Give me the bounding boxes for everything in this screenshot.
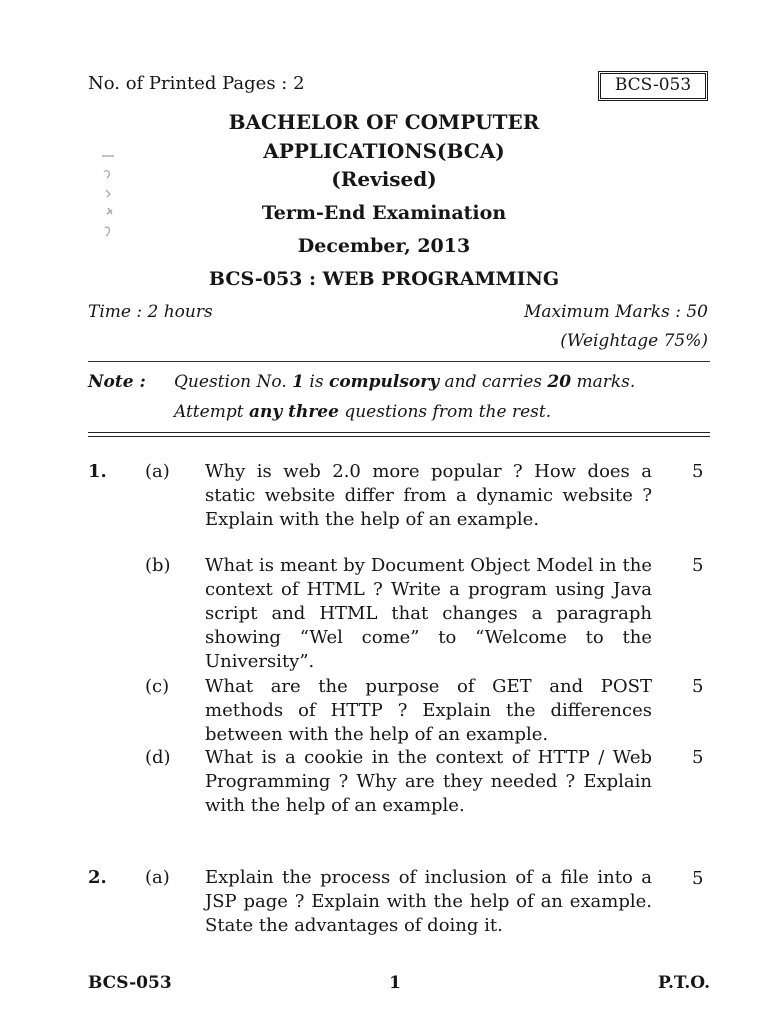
sub-question-label: (b) — [145, 555, 171, 576]
note-line-2: Attempt any three questions from the rest. — [174, 402, 552, 422]
maximum-marks: Maximum Marks : 50 — [523, 302, 708, 322]
sub-question-label: (a) — [145, 867, 170, 888]
please-turn-over: P.T.O. — [658, 973, 710, 993]
weightage: (Weightage 75%) — [560, 331, 708, 351]
question-marks: 5 — [692, 868, 704, 889]
exam-type: Term-End Examination — [261, 202, 507, 224]
question-text: What is a cookie in the context of HTTP / Web Programming ? Why are they needed ? Explain with the help of an example. — [205, 747, 652, 816]
question-number: 2. — [88, 867, 107, 888]
course-code: BCS-053 — [600, 73, 706, 99]
question-marks: 5 — [692, 747, 704, 768]
question-text: Why is web 2.0 more popular ? How does a static website differ from a dynamic website ? Explain with the help of an example. — [205, 461, 652, 530]
question-text: Explain the process of inclusion of a file into a JSP page ? Explain with the help of an example. State the advantages of doing it. — [205, 867, 652, 936]
question-text: What is meant by Document Object Model in the context of HTML ? Write a program using Java script and HTML that changes a paragraph showing “Wel come” to “Welcome to the University”. — [205, 555, 652, 672]
note-label: Note : — [88, 372, 146, 392]
course-code-box — [598, 71, 708, 101]
exam-date: December, 2013 — [297, 235, 471, 257]
time-allowed: Time : 2 hours — [88, 302, 213, 322]
sub-question-label: (a) — [145, 461, 170, 482]
page-number: 1 — [389, 973, 401, 993]
sub-question-label: (d) — [145, 747, 171, 768]
divider-double — [88, 432, 710, 437]
footer-course-code: BCS-053 — [88, 973, 172, 993]
margin-stamp-mark — [98, 150, 120, 245]
question-marks: 5 — [692, 461, 704, 482]
question-number: 1. — [88, 461, 107, 482]
printed-pages-note: No. of Printed Pages : 2 — [88, 73, 305, 94]
question-marks: 5 — [692, 555, 704, 576]
note-line-1: Question No. 1 is compulsory and carries 20 marks. — [174, 372, 636, 392]
revised-label: (Revised) — [331, 167, 437, 191]
sub-question-label: (c) — [145, 676, 170, 697]
question-marks: 5 — [692, 676, 704, 697]
question-text: What are the purpose of GET and POST methods of HTTP ? Explain the differences between with the help of an example. — [205, 676, 652, 745]
degree-title-line1: BACHELOR OF COMPUTER — [228, 110, 540, 134]
degree-title-line2: APPLICATIONS(BCA) — [263, 139, 505, 163]
paper-title: BCS-053 : WEB PROGRAMMING — [208, 268, 560, 290]
divider-top — [88, 361, 710, 362]
